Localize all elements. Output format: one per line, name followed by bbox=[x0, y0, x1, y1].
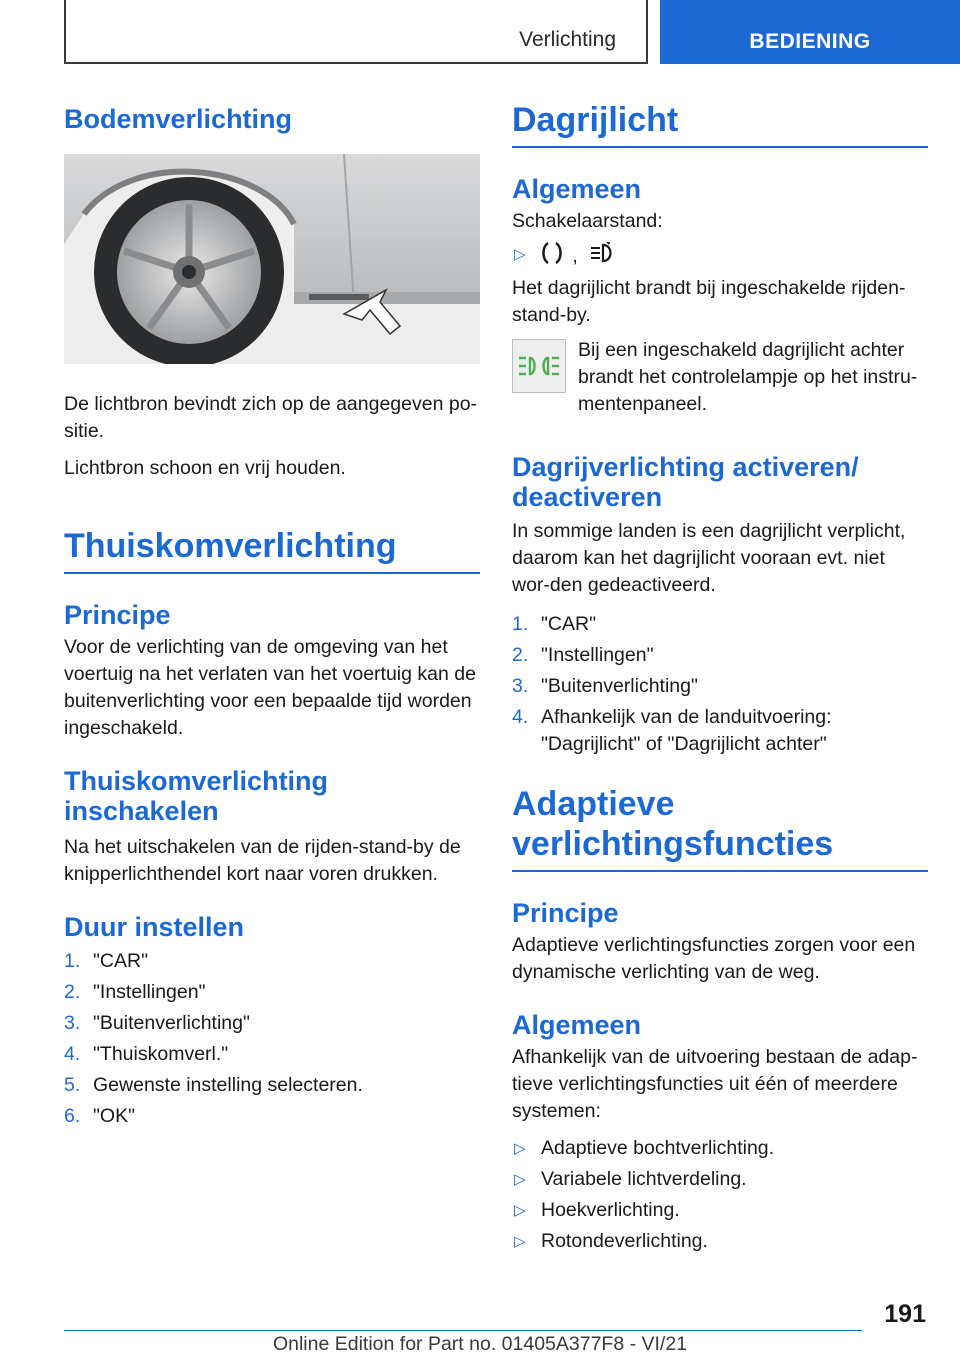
right-column bbox=[512, 100, 928, 1259]
indicator-note-text: Bij een ingeschakeld dagrijlicht achter brandt het controlelampje op het instru‐mentenpaneel. bbox=[578, 339, 918, 415]
daytime-running-light-indicator-icon bbox=[512, 339, 566, 393]
indicator-note bbox=[512, 337, 928, 418]
dagrijlicht-paragraph: Het dagrijlicht brandt bij ingeschakelde rijden-stand-by. bbox=[512, 277, 906, 326]
schakelaarstand-label: Schakelaarstand: bbox=[512, 210, 663, 232]
list-item: 3. "Buitenverlichting" bbox=[512, 675, 698, 697]
heading-duur-instellen: Duur instellen bbox=[64, 912, 245, 942]
list-item: ▷ Variabele lichtverdeling. bbox=[512, 1166, 928, 1193]
heading-activeren: Dagrijverlichting activeren/ deactiveren bbox=[512, 452, 859, 512]
list-item: 4. Afhankelijk van de landuitvoering: "Dagrijlicht" of "Dagrijlicht achter" bbox=[512, 706, 832, 755]
activeren-steps-list bbox=[512, 611, 928, 758]
list-item: ▷ Rotondeverlichting. bbox=[512, 1228, 928, 1255]
duur-steps-list bbox=[64, 948, 480, 1130]
bodem-paragraph-2: Lichtbron schoon en vrij houden. bbox=[64, 457, 346, 479]
heading-inschakelen: Thuiskomverlichting inschakelen bbox=[64, 766, 329, 826]
list-item: ▷ Hoekverlichting. bbox=[512, 1197, 928, 1224]
heading-algemeen: Algemeen bbox=[512, 174, 642, 204]
bullet-triangle-icon: ▷ bbox=[514, 1202, 526, 1219]
list-item: 4. "Thuiskomverl." bbox=[64, 1043, 229, 1065]
list-item: 3. "Buitenverlichting" bbox=[64, 1012, 250, 1034]
header-frame bbox=[64, 0, 648, 64]
inschakelen-paragraph: Na het uitschakelen van de rijden-stand-by de knipperlichthendel kort naar voren drukken. bbox=[64, 836, 461, 885]
footer-divider bbox=[64, 1330, 862, 1331]
left-column bbox=[64, 100, 480, 1134]
heading-principe: Principe bbox=[64, 600, 171, 630]
heading-bodemverlichting: Bodemverlichting bbox=[64, 104, 293, 134]
footer-edition: Online Edition for Part no. 01405A377F8 - VI/21 bbox=[272, 1333, 688, 1355]
systems-list bbox=[512, 1135, 928, 1255]
heading-algemeen-2: Algemeen bbox=[512, 1010, 642, 1040]
bullet-triangle-icon: ▷ bbox=[514, 1171, 526, 1188]
list-item: 2. "Instellingen" bbox=[512, 644, 654, 666]
section-title: Verlichting bbox=[519, 28, 616, 51]
list-item: 1. "CAR" bbox=[512, 613, 597, 635]
list-item: 5. Gewenste instelling selecteren. bbox=[64, 1074, 363, 1096]
switch-positions-item: ▷ , bbox=[512, 241, 928, 271]
algemeen-2-paragraph: Afhankelijk van de uitvoering bestaan de adap‐tieve verlichtingsfuncties uit één of meerdere systemen: bbox=[512, 1046, 918, 1122]
list-item: 2. "Instellingen" bbox=[64, 981, 206, 1003]
activeren-paragraph: In sommige landen is een dagrijlicht verplicht, daarom kan het dagrijlicht vooraan evt. niet wor‐den gedeactiveerd. bbox=[512, 520, 906, 596]
list-item: 6. "OK" bbox=[64, 1105, 136, 1127]
chapter-tab: BEDIENING bbox=[660, 0, 960, 64]
heading-thuiskomverlichting: Thuiskomverlichting bbox=[64, 526, 480, 574]
headlight-auto-icon bbox=[589, 241, 617, 273]
bullet-triangle-icon: ▷ bbox=[514, 246, 526, 263]
bodem-paragraph-1: De lichtbron bevindt zich op de aangegeven po‐sitie. bbox=[64, 393, 478, 442]
parking-light-icon bbox=[541, 241, 563, 273]
wheel-photo bbox=[64, 154, 480, 364]
bullet-triangle-icon: ▷ bbox=[514, 1233, 526, 1250]
bullet-triangle-icon: ▷ bbox=[514, 1140, 526, 1157]
heading-adaptieve: Adaptieve verlichtingsfuncties bbox=[512, 784, 928, 872]
list-item: 1. "CAR" bbox=[64, 950, 149, 972]
principe-2-paragraph: Adaptieve verlichtingsfuncties zorgen voor een dynamische verlichting van de weg. bbox=[512, 934, 916, 983]
heading-dagrijlicht: Dagrijlicht bbox=[512, 100, 928, 148]
list-item: ▷ Adaptieve bochtverlichting. bbox=[512, 1135, 928, 1162]
page-number: 191 bbox=[884, 1300, 926, 1328]
principe-paragraph: Voor de verlichting van de omgeving van het voertuig na het verlaten van het voertuig kan de buitenverlichting voor een bepaalde tijd worden ingeschakeld. bbox=[64, 636, 476, 739]
heading-principe-2: Principe bbox=[512, 898, 619, 928]
